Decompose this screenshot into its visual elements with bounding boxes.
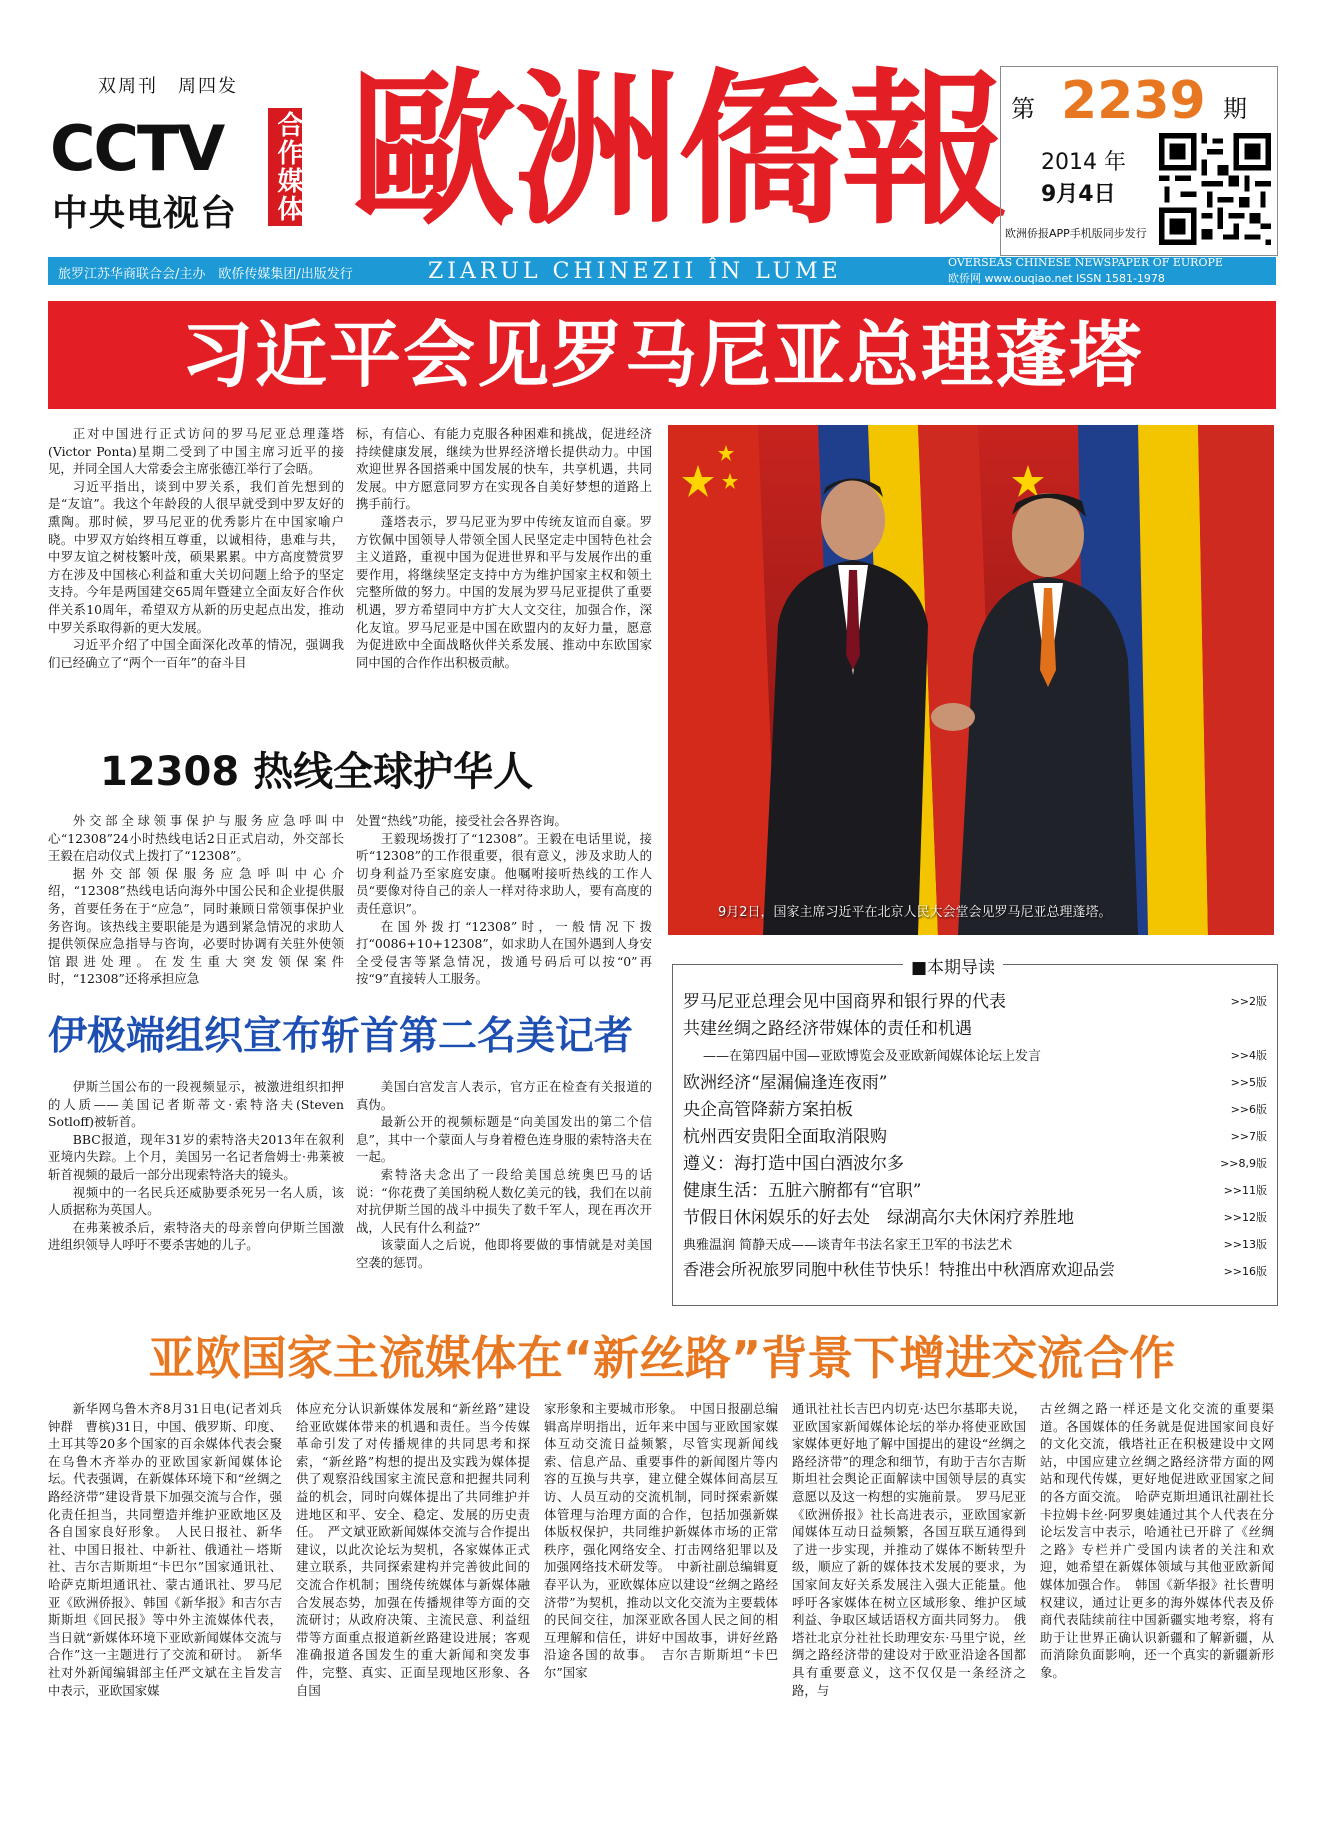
toc-item-title: 遵义：海打造中国白酒波尔多 [683, 1154, 904, 1174]
paragraph: 伊斯兰国公布的一段视频显示，被激进组织扣押的人质——美国记者斯蒂文·索特洛夫(Steven Sotloff)被斩首。 [48, 1079, 344, 1130]
toc-item-page: >>12版 [1223, 1211, 1267, 1224]
toc-item-page: >>7版 [1230, 1130, 1267, 1143]
paragraph: 通讯社社长吉巴内切克·达巴尔基耶夫说，亚欧国家新闻媒体论坛的举办将使亚欧国家媒体更好地了解中国提出的建设“丝绸之路经济带”的理念和细节，有助于吉尔吉斯斯坦社会舆论正面解读中国领导层的真实意愿以及这一构想的实施前景。 罗马尼亚《欧洲侨报》社长高进表示，亚欧国家新闻媒体互动日益频繁，各国互联互通得到了进一步实现，并推动了媒体不断转型升级，顺应了新的媒体技术发展的要求，为国家间友好关系发展注入强大正能量。他呼吁各家媒体在树立区域形象、维护区域利益、争取区域话语权方面共同努力。 俄塔社北京分社社长助理安东·马里宁说，丝绸之路经济带的建设对于欧亚沿途各国都具有重要意义，这不仅仅是一条经济之路，与 [792, 1401, 1026, 1698]
toc-item[interactable] [683, 1041, 1267, 1068]
toc-item-title: ——在第四届中国—亚欧博览会及亚欧新闻媒体论坛上发言 [703, 1049, 1042, 1064]
issue-info-box [1000, 66, 1278, 256]
paragraph: 家形象和主要城市形象。 中国日报副总编辑高岸明指出，近年来中国与亚欧国家媒体互动交流日益频繁，尽管实现新闻线索、信息产品、重要事件的新闻图片等内容的互换与共享，建立健全媒体间高层互访、人员互动的交流机制，同时探索新媒体管理与治理方面的合作，包括加强新媒体版权保护，共同维护新媒体市场的正常秩序，强化网络安全、打击网络犯罪以及加强网络技术研发等。 中新社副总编辑夏春平认为，亚欧媒体应以建设“丝绸之路经济带”为契机，推动以文化交流为主要载体的民间交往，加深亚欧各国人民之间的相互理解和信任，讲好中国故事，讲好丝路沿途各国的故事。 吉尔吉斯斯坦“卡巴尔”国家 [544, 1401, 778, 1680]
english-title: OVERSEAS CHINESE NEWSPAPER OF EUROPE [948, 256, 1223, 269]
toc-item-title: 央企高管降薪方案拍板 [683, 1100, 853, 1120]
toc-item-title: 欧洲经济“屋漏偏逢连夜雨” [683, 1073, 888, 1093]
issue-suffix: 期 [1223, 95, 1247, 123]
silkroad-col4 [792, 1400, 1026, 1699]
paragraph: BBC报道，现年31岁的索特洛夫2013年在叙利亚境内失踪。上个月，美国另一名记者詹姆士·弗莱被斩首视频的最后一部分出现索特洛夫的镜头。 [48, 1131, 344, 1182]
toc-item-title: 典雅温润 简静天成——谈青年书法名家王卫军的书法艺术 [683, 1238, 1013, 1253]
toc-item-title: 健康生活：五脏六腑都有“官职” [683, 1181, 922, 1201]
toc-item[interactable] [683, 1122, 1267, 1149]
masthead-info-bar [48, 257, 1276, 285]
toc-item-page: >>16版 [1223, 1265, 1267, 1278]
issue-year: 2014 年 [1041, 150, 1126, 175]
paragraph: 新华网乌鲁木齐8月31日电(记者刘兵 钟群 曹槟)31日，中国、俄罗斯、印度、土耳其等20多个国家的百余媒体代表会聚在乌鲁木齐举办的亚欧国家新闻媒体论坛。代表强调，在新媒体环境下和“丝绸之路经济带”建设背景下加强交流与合作，强化责任担当，共同塑造并维护亚欧地区及各自国家良好形象。 人民日报社、新华社、中国日报社、中新社、俄通社－塔斯社、吉尔吉斯斯坦“卡巴尔”国家通讯社、哈萨克斯坦通讯社、蒙古通讯社、罗马尼亚《欧洲侨报》、韩国《新华报》和吉尔吉斯斯坦《回民报》等中外主流媒体代表，当日就“新媒体环境下亚欧新闻媒体交流与合作”这一主题进行了交流和研讨。 新华社对外新闻编辑部主任严文斌在主旨发言中表示，亚欧国家媒 [48, 1401, 295, 1698]
toc-item-page: >>11版 [1223, 1184, 1267, 1197]
photo-caption: 9月2日，国家主席习近平在北京人民大会堂会见罗马尼亚总理蓬塔。 [718, 905, 1112, 920]
toc-item-title: 节假日休闲娱乐的好去处 绿湖高尔夫休闲疗养胜地 [683, 1208, 1074, 1228]
paragraph: 视频中的一名民兵还威胁要杀死另一名人质，该人质据称为英国人。 [48, 1184, 344, 1218]
lead-article-col2 [356, 425, 652, 671]
toc-item[interactable] [683, 987, 1267, 1014]
hotline-headline: 12308 热线全球护华人 [100, 749, 534, 795]
silkroad-headline: 亚欧国家主流媒体在“新丝路”背景下增进交流合作 [148, 1331, 1176, 1385]
silkroad-col5 [1040, 1400, 1274, 1682]
toc-item-title: 共建丝绸之路经济带媒体的责任和机遇 [683, 1019, 972, 1039]
toc-item-title: 杭州西安贵阳全面取消限购 [683, 1127, 887, 1147]
app-note: 欧洲侨报APP手机版同步发行 [1005, 227, 1147, 240]
issue-guide-title: ■本期导读 [903, 953, 1003, 978]
paragraph: 习近平指出，谈到中罗关系，我们首先想到的是“友谊”。我这个年龄段的人很早就受到中罗友好的熏陶。那时候，罗马尼亚的优秀影片在中国家喻户晓。中罗双方始终相互尊重，以诚相待，患难与共，中罗友谊之树枝繁叶茂，硕果累累。中方高度赞赏罗方在涉及中国核心利益和重大关切问题上给予的坚定支持。今年是两国建交65周年暨建立全面友好合作伙伴关系10周年，希望双方从新的历史起点出发，推动中罗关系取得新的更大发展。 [48, 478, 344, 635]
toc-item-page: >>5版 [1230, 1076, 1267, 1089]
paragraph: 习近平介绍了中国全面深化改革的情况，强调我们已经确立了“两个一百年”的奋斗目 [48, 637, 344, 670]
isis-col2 [356, 1078, 652, 1272]
cctv-chinese-name: 中央电视台 [52, 192, 238, 234]
paragraph: 美国白宫发言人表示，官方正在检查有关报道的真伪。 [356, 1079, 652, 1112]
hotline-col1 [48, 812, 344, 988]
paragraph: 最新公开的视频标题是“向美国发出的第二个信息”，其中一个蒙面人与身着橙色连身服的索特洛夫在一起。 [356, 1114, 652, 1165]
toc-item-page: >>8,9版 [1220, 1157, 1267, 1170]
toc-item-page: >>2版 [1230, 995, 1267, 1008]
paragraph: 蓬塔表示，罗马尼亚为罗中传统友谊而自豪。罗方钦佩中国领导人带领全国人民坚定走中国特色社会主义道路，重视中国为促进世界和平与发展作出的重要作用，将继续坚定支持中方为维护国家主权和领土完整所做的努力。中国的发展为罗马尼亚提供了重要机遇，罗方希望同中方扩大人文交往，加强合作，深化友谊。罗马尼亚是中国在欧盟内的友好力量，愿意为促进欧中全面战略伙伴关系发展、推动中东欧国家同中国的合作作出积极贡献。 [356, 513, 652, 670]
toc-item-title: 罗马尼亚总理会见中国商界和银行界的代表 [683, 992, 1006, 1012]
toc-item-page: >>4版 [1230, 1049, 1267, 1062]
paragraph: 在弗莱被杀后，索特洛夫的母亲曾向伊斯兰国激进组织领导人呼吁不要杀害她的儿子。 [48, 1219, 344, 1253]
paragraph: 外交部全球领事保护与服务应急呼叫中心“12308”24小时热线电话2日正式启动，外交部长王毅在启动仪式上拨打了“12308”。 [48, 813, 344, 864]
toc-item[interactable] [683, 1014, 1267, 1041]
isis-col1 [48, 1078, 344, 1254]
toc-item[interactable] [683, 1257, 1267, 1284]
toc-item-page: >>6版 [1230, 1103, 1267, 1116]
toc-item[interactable] [683, 1095, 1267, 1122]
silkroad-col1 [48, 1400, 295, 1699]
toc-item-title: 香港会所祝旅罗同胞中秋佳节快乐！特推出中秋酒席欢迎品尝 [683, 1260, 1116, 1279]
romanian-title: ZIARUL CHINEZII ÎN LUME [428, 259, 842, 284]
paragraph: 标，有信心、有能力克服各种困难和挑战，促进经济持续健康发展，继续为世界经济增长提供动力。中国欢迎世界各国搭乘中国发展的快车，共享机遇，共同发展。中方愿意同罗方在实现各自美好梦想的道路上携手前行。 [356, 426, 652, 512]
lead-article-col1 [48, 425, 344, 671]
paragraph: 处置“热线”功能，接受社会各界咨询。 [356, 813, 567, 828]
paragraph: 在国外拨打“12308”时，一般情况下拨打“0086+10+12308”，如求助人在国外遇到人身安全受侵害等紧急情况，拨通号码后可以按“0”再按“9”直接转人工服务。 [356, 918, 652, 987]
leaders-handshake-photo [668, 425, 1274, 935]
paragraph: 该蒙面人之后说，他即将要做的事情就是对美国空袭的惩罚。 [356, 1237, 652, 1270]
website-issn: 欧侨网 www.ouqiao.net ISSN 1581-1978 [948, 272, 1165, 285]
publisher-info: 旅罗江苏华商联合会/主办 欧侨传媒集团/出版发行 [58, 267, 353, 282]
paragraph: 正对中国进行正式访问的罗马尼亚总理蓬塔(Victor Ponta)星期二受到了中国主席习近平的接见，并同全国人大常委会主席张德江举行了会晤。 [48, 426, 344, 477]
lead-photo [668, 425, 1274, 935]
paragraph: 古丝绸之路一样还是文化交流的重要渠道。各国媒体的任务就是促进国家间良好的文化交流，俄塔社正在积极建设中文网站，中国应建立丝绸之路经济带方面的网站和现代传媒，更好地促进欧亚国家之间的各方面交流。 哈萨克斯坦通讯社副社长卡拉姆卡丝·阿罗奥娃通过其个人代表在分论坛发言中表示，哈通社已开辟了《丝绸之路》专栏并广受国内读者的关注和欢迎，她希望在新媒体领域与其他亚欧新闻媒体加强合作。 韩国《新华报》社长曹明权建议，通过让更多的海外媒体代表及侨商代表陆续前往中国新疆实地考察，将有助于让世界正确认识新疆和了解新疆，从而消除负面影响，还一个真实的新疆新形象。 [1040, 1401, 1274, 1680]
silkroad-col2 [296, 1400, 530, 1699]
issue-number: 2239 [1061, 71, 1206, 131]
issue-prefix: 第 [1011, 95, 1035, 123]
toc-item-page: >>13版 [1223, 1238, 1267, 1251]
paragraph: 王毅现场拨打了“12308”。王毅在电话里说，接听“12308”的工作很重要，很有意义，涉及求助人的切身利益乃至家庭安康。他嘱咐接听热线的工作人员“要像对待自己的亲人一样对待求助人，要有高度的责任意识”。 [356, 830, 652, 916]
toc-item[interactable] [683, 1230, 1267, 1257]
lead-headline: 习近平会见罗马尼亚总理蓬塔 [180, 313, 1143, 397]
issue-date: 9月4日 [1041, 182, 1116, 207]
toc-item[interactable] [683, 1176, 1267, 1203]
toc-item[interactable] [683, 1203, 1267, 1230]
qr-code-icon [1159, 133, 1271, 245]
paragraph: 体应充分认识新媒体发展和“新丝路”建设给亚欧媒体带来的机遇和责任。当今传媒革命引发了对传播规律的共同思考和探索，“新丝路”构想的提出及实践为媒体提供了观察沿线国家主流民意和把握共同利益的机会，同时向媒体提出了共同维护并进地区和平、安全、稳定、发展的历史责任。 严文斌亚欧新闻媒体交流与合作提出建议，以此次论坛为契机，各家媒体正式建立联系，共同探索建构并完善彼此间的交流合作机制；围绕传统媒体与新媒体融合发展态势，加强在传播规律等方面的交流研讨；从政府决策、主流民意、利益纽带等方面重点报道新丝路建设进展；客观准确报道各国发生的重大新闻和突发事件，完整、真实、正面呈现地区形象、各自国 [296, 1401, 530, 1698]
cctv-logo: CCTV [50, 112, 224, 185]
silkroad-col3 [544, 1400, 778, 1682]
partner-media-badge: 合作媒体 [268, 108, 302, 226]
paragraph: 索特洛夫念出了一段给美国总统奥巴马的话说：“你花费了美国纳税人数亿美元的钱，我们在以前对抗伊斯兰国的战斗中损失了数千军人，现在再次开战，人民有什么利益?” [356, 1166, 652, 1235]
toc-item[interactable] [683, 1149, 1267, 1176]
lead-headline-banner [48, 301, 1276, 409]
isis-headline: 伊极端组织宣布斩首第二名美记者 [48, 1014, 634, 1059]
publication-frequency: 双周刊 周四发 [98, 76, 238, 97]
paragraph: 据外交部领保服务应急呼叫中心介绍，“12308”热线电话向海外中国公民和企业提供服务，首要任务在于“应急”，同时兼顾日常领事保护业务咨询。该热线主要职能是为遇到紧急情况的求助人提供领保应急指导与咨询，必要时协调有关驻外使领馆跟进处理。在发生重大突发领保案件时，“12308”还将承担应急 [48, 865, 344, 987]
newspaper-brand-name: 歐洲僑報 [350, 53, 1006, 248]
toc-item[interactable] [683, 1068, 1267, 1095]
hotline-col2 [356, 812, 652, 988]
issue-guide [672, 958, 1278, 1306]
